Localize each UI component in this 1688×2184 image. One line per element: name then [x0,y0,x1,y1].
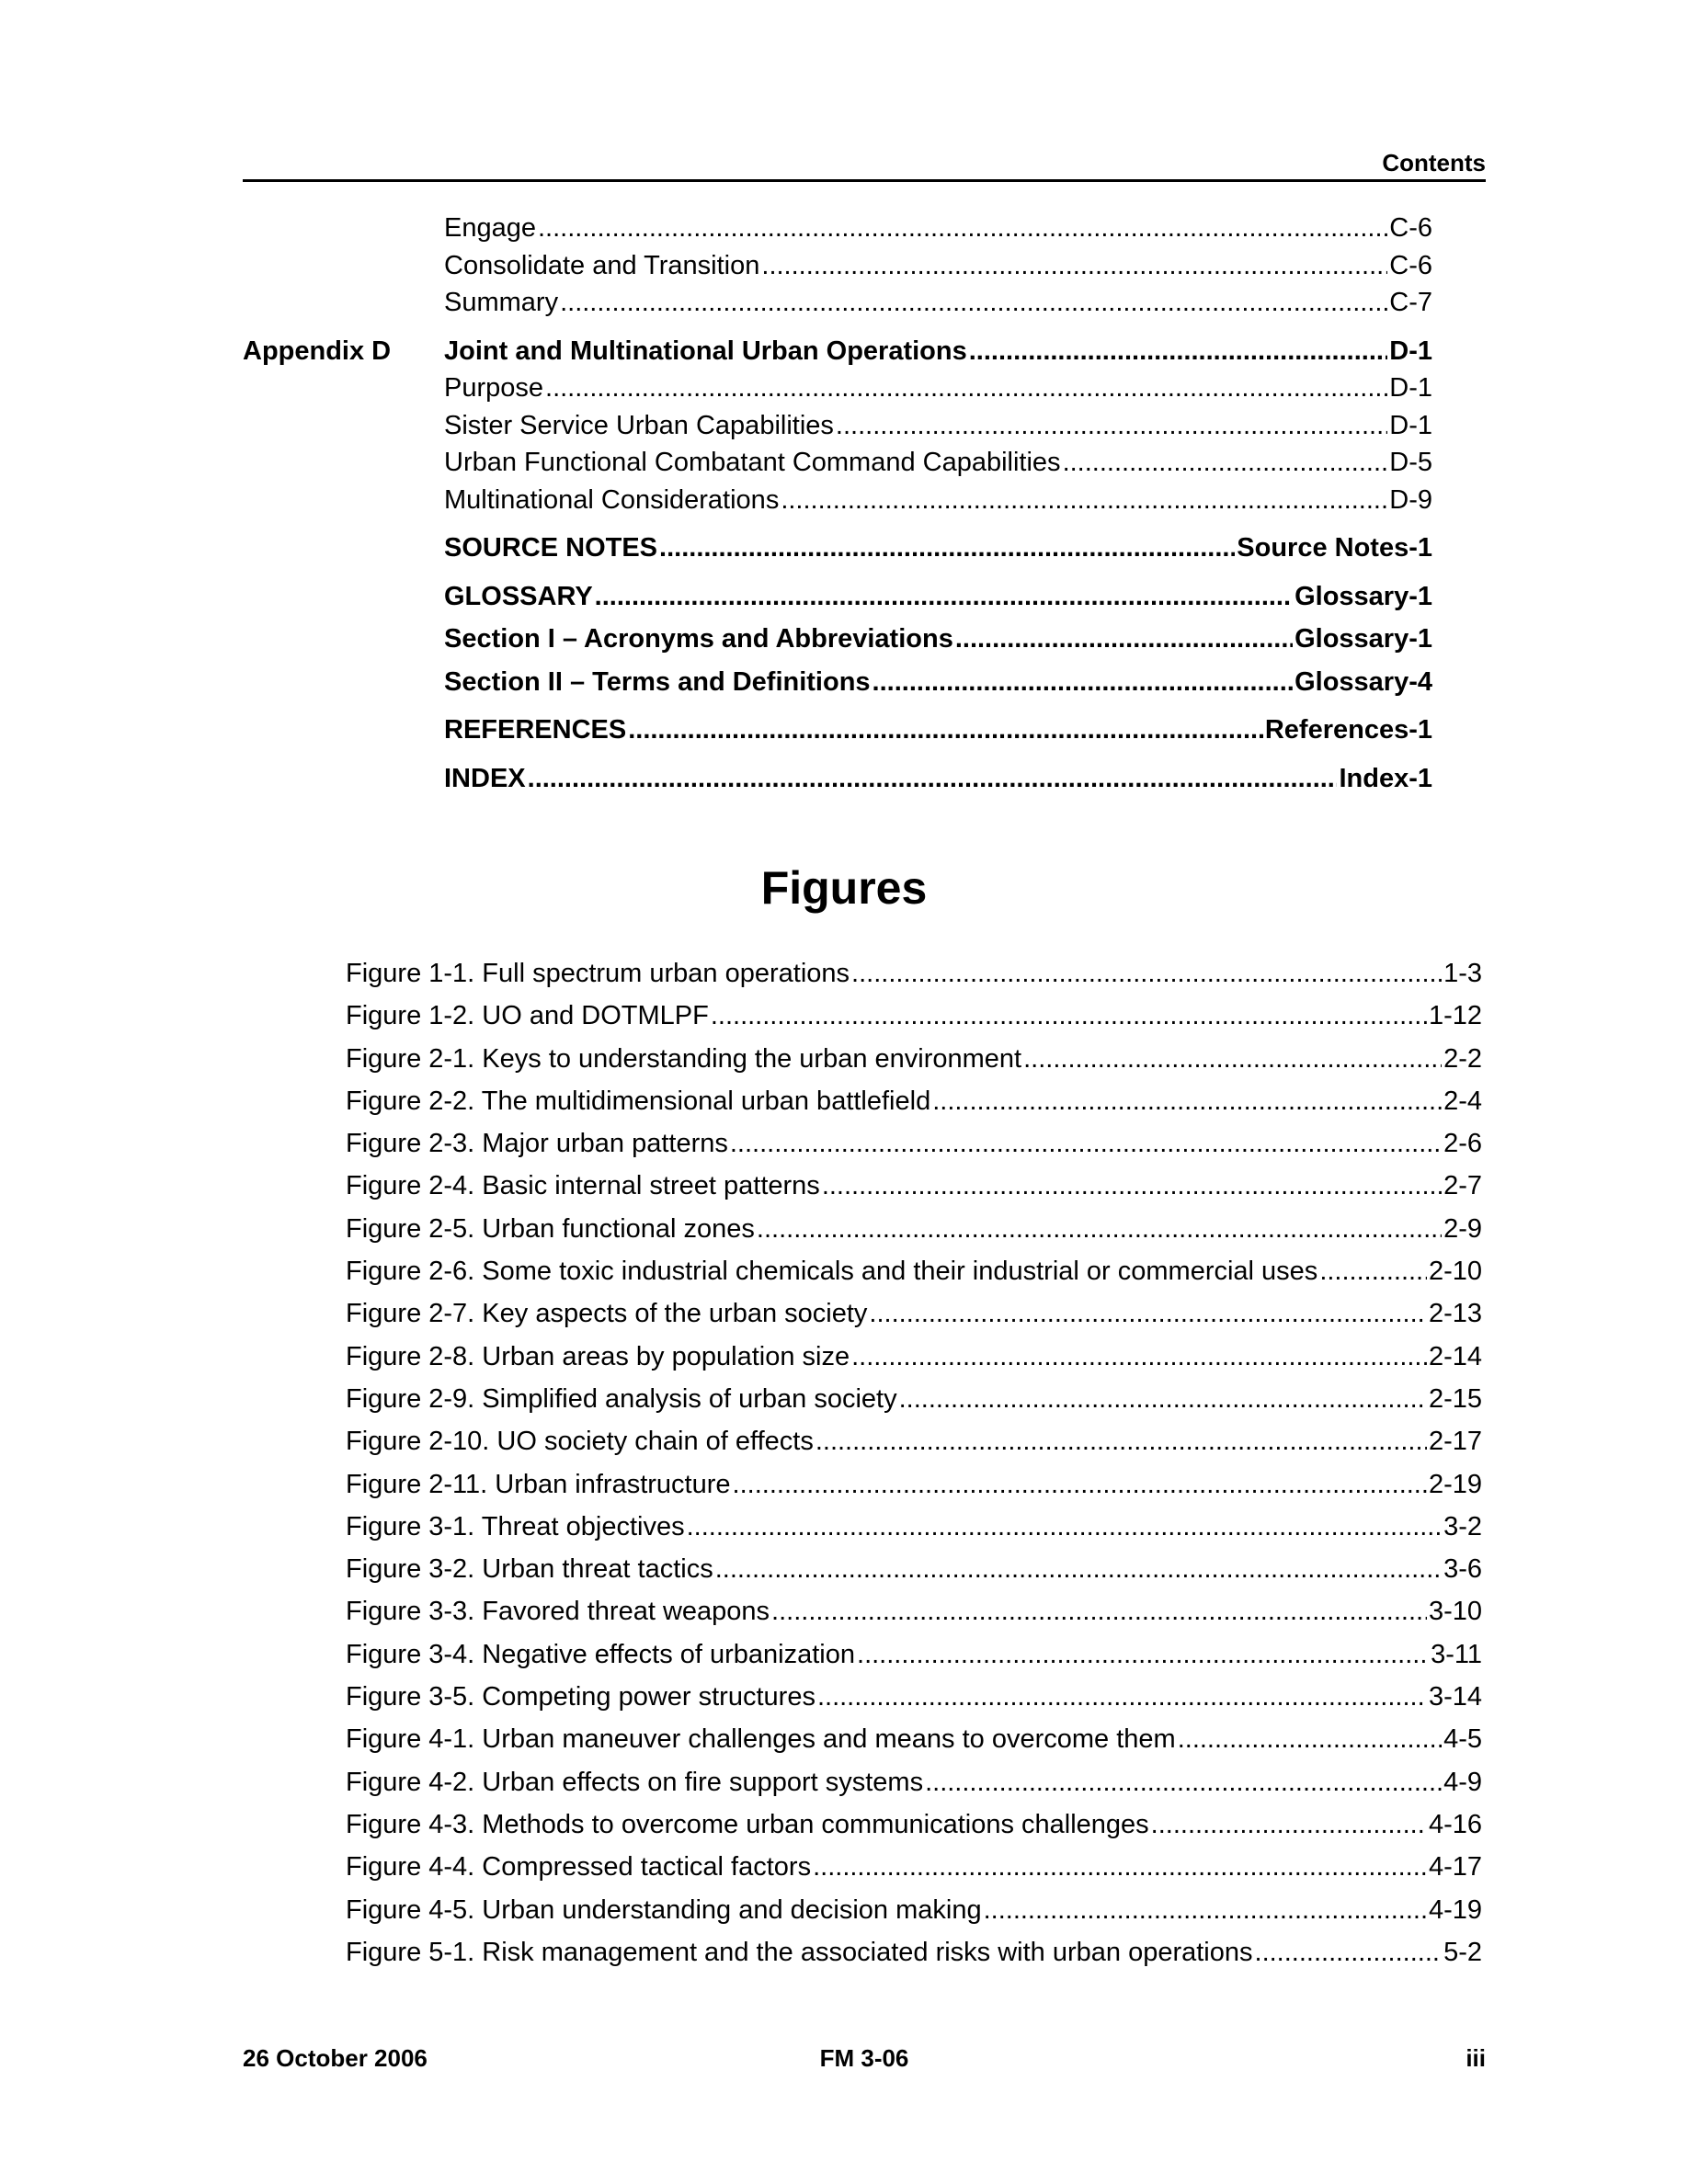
toc-entry-page: References-1 [1264,715,1432,745]
toc-entry-title: Multinational Considerations [444,484,780,515]
figure-entry[interactable] [346,1676,1482,1718]
dot-leader [659,529,1235,567]
figure-entry-page: 2-9 [1443,1213,1482,1244]
toc-entry-page: D-9 [1389,484,1432,515]
figure-entry[interactable] [346,1208,1482,1250]
dot-leader [822,1165,1442,1207]
figure-entry-title: Figure 1-2. UO and DOTMLPF [346,1001,709,1031]
toc-entry-page: C-6 [1389,213,1432,243]
dot-leader [969,333,1388,370]
dot-leader [711,995,1427,1037]
dot-leader [628,711,1263,749]
figure-entry-title: Figure 2-4. Basic internal street patterns [346,1171,820,1201]
appendix-label: Appendix D [243,336,392,366]
figure-entry-page: 3-2 [1443,1511,1482,1541]
figure-entry-title: Figure 3-2. Urban threat tactics [346,1554,713,1585]
figure-entry-page: 2-14 [1428,1341,1482,1371]
dot-leader [545,370,1387,407]
dot-leader [715,1548,1442,1590]
figure-entry-title: Figure 2-6. Some toxic industrial chemicals and their industrial or commercial uses [346,1257,1318,1287]
figure-entry-page: 2-6 [1443,1129,1482,1159]
toc-entry-title: Engage [444,213,536,243]
figure-entry[interactable] [346,1889,1482,1931]
toc-entry-index[interactable] [444,760,1432,798]
figure-entry[interactable] [346,1846,1482,1888]
figure-entry-page: 2-2 [1443,1043,1482,1074]
dot-leader [1178,1718,1442,1760]
figure-entry-title: Figure 2-1. Keys to understanding the urban environment [346,1043,1022,1074]
toc-entry-title: Section II – Terms and Definitions [444,666,871,697]
dot-leader [1063,444,1388,482]
figure-entry[interactable] [346,1548,1482,1590]
figure-entry-page: 4-16 [1428,1809,1482,1839]
figure-entry-page: 4-19 [1428,1894,1482,1925]
dot-leader [932,1080,1442,1122]
figures-list [346,952,1482,1974]
toc-entry-references[interactable] [444,711,1432,749]
figure-entry-page: 4-17 [1428,1852,1482,1883]
toc-entry-page: C-7 [1389,288,1432,317]
dot-leader [1255,1931,1443,1974]
toc-entry-page: Glossary-1 [1295,581,1432,611]
toc-entry-page: D-1 [1389,336,1432,366]
running-header: Contents [1382,149,1486,176]
toc-entry-appendix[interactable] [444,333,1432,370]
toc-entry-title: Consolidate and Transition [444,250,760,280]
dot-leader [1319,1250,1427,1292]
dot-leader [687,1506,1442,1548]
dot-leader [955,620,1293,658]
dot-leader [925,1761,1442,1803]
figure-entry[interactable] [346,1931,1482,1974]
toc-entry[interactable] [444,247,1432,285]
figure-entry-title: Figure 4-3. Methods to overcome urban communications challenges [346,1809,1149,1839]
dot-leader [869,1292,1427,1335]
dot-leader [761,247,1387,285]
toc-entry-title: Sister Service Urban Capabilities [444,410,834,440]
toc-entry-title: INDEX [444,763,526,793]
dot-leader [771,1590,1427,1632]
figure-entry-title: Figure 2-9. Simplified analysis of urban society [346,1383,897,1414]
figure-entry-title: Figure 2-5. Urban functional zones [346,1213,755,1244]
figure-entry-title: Figure 3-4. Negative effects of urbanization [346,1639,856,1669]
dot-leader [1023,1038,1442,1080]
figure-entry-title: Figure 2-10. UO society chain of effects [346,1427,814,1457]
toc-entry-title: SOURCE NOTES [444,533,658,563]
contents-list [243,210,1432,797]
toc-entry-page: Glossary-4 [1295,666,1432,697]
toc-entry-page: D-5 [1389,448,1432,477]
toc-entry-title: GLOSSARY [444,581,593,611]
toc-entry-page: D-1 [1389,410,1432,440]
figure-entry[interactable] [346,995,1482,1037]
toc-entry-title: Summary [444,288,559,317]
figure-entry-title: Figure 4-2. Urban effects on fire support systems [346,1767,924,1797]
footer-page-number: iii [1466,2044,1486,2072]
dot-leader [813,1846,1427,1888]
figure-entry-title: Figure 4-4. Compressed tactical factors [346,1852,812,1883]
figure-entry-page: 2-19 [1428,1469,1482,1499]
figure-entry-title: Figure 5-1. Risk management and the associated risks with urban operations [346,1937,1253,1967]
figure-entry[interactable] [346,1292,1482,1335]
figure-entry-page: 1-3 [1443,959,1482,988]
figure-entry-page: 2-13 [1428,1299,1482,1329]
figure-entry[interactable] [346,952,1482,995]
figure-entry[interactable] [346,1803,1482,1846]
figure-entry-title: Figure 2-7. Key aspects of the urban society [346,1299,868,1329]
figure-entry-title: Figure 3-1. Threat objectives [346,1511,685,1541]
figure-entry-title: Figure 3-5. Competing power structures [346,1682,815,1712]
figure-entry-page: 3-14 [1428,1682,1482,1712]
toc-entry-source-notes[interactable] [444,529,1432,567]
figure-entry-page: 3-6 [1443,1554,1482,1585]
dot-leader [730,1122,1442,1165]
toc-entry-page: C-6 [1389,250,1432,280]
toc-entry-title: Urban Functional Combatant Command Capabilities [444,448,1061,477]
dot-leader [815,1420,1427,1462]
dot-leader [817,1676,1427,1718]
figure-entry-page: 2-4 [1443,1086,1482,1116]
figure-entry-title: Figure 2-8. Urban areas by population size [346,1341,850,1371]
figure-entry-title: Figure 2-2. The multidimensional urban battlefield [346,1086,931,1116]
dot-leader [857,1633,1429,1676]
figures-heading: Figures [760,862,928,914]
page-footer [243,2042,1486,2074]
toc-entry[interactable] [444,444,1432,482]
figure-entry-title: Figure 4-5. Urban understanding and decision making [346,1894,982,1925]
figure-entry-page: 3-11 [1431,1639,1482,1669]
toc-entry-title: Joint and Multinational Urban Operations [444,336,967,366]
toc-entry-glossary-section-1[interactable] [444,620,1432,658]
dot-leader [560,284,1387,322]
figure-entry-page: 4-5 [1443,1724,1482,1755]
figure-entry-title: Figure 4-1. Urban maneuver challenges and means to overcome them [346,1724,1176,1755]
dot-leader [538,210,1387,247]
figure-entry[interactable] [346,1336,1482,1378]
dot-leader [899,1378,1427,1420]
toc-entry-glossary-section-2[interactable] [444,664,1432,701]
dot-leader [851,952,1442,995]
toc-entry[interactable] [444,370,1432,407]
figure-entry[interactable] [346,1378,1482,1420]
appendix-d-heading [243,333,1432,370]
dot-leader [781,482,1387,519]
figure-entry-page: 1-12 [1428,1001,1482,1031]
figure-entry[interactable] [346,1038,1482,1080]
toc-entry-glossary[interactable] [444,578,1432,616]
figure-entry[interactable] [346,1080,1482,1122]
toc-entry[interactable] [444,482,1432,519]
figure-entry[interactable] [346,1463,1482,1506]
figure-entry[interactable] [346,1718,1482,1760]
dot-leader [1151,1803,1427,1846]
figure-entry-title: Figure 3-3. Favored threat weapons [346,1597,770,1627]
footer-doc-id: FM 3-06 [819,2044,909,2072]
dot-leader [873,664,1294,701]
figure-entry-page: 4-9 [1443,1767,1482,1797]
toc-entry[interactable] [444,284,1432,322]
toc-entry-page: Source Notes-1 [1237,533,1432,563]
dot-leader [836,407,1387,445]
toc-entry-title: Section I – Acronyms and Abbreviations [444,624,953,654]
toc-entry-title: REFERENCES [444,715,627,745]
toc-entry-page: Glossary-1 [1295,624,1432,654]
figure-entry-page: 2-7 [1443,1171,1482,1201]
figure-entry-title: Figure 2-11. Urban infrastructure [346,1469,731,1499]
dot-leader [757,1208,1442,1250]
toc-entry-title: Purpose [444,373,544,403]
header-rule [243,179,1486,182]
figure-entry-page: 5-2 [1443,1937,1482,1967]
figure-entry[interactable] [346,1420,1482,1462]
figure-entry[interactable] [346,1506,1482,1548]
dot-leader [595,578,1293,616]
dot-leader [851,1336,1427,1378]
figure-entry[interactable] [346,1165,1482,1207]
figure-entry[interactable] [346,1590,1482,1632]
toc-entry[interactable] [444,210,1432,247]
figure-entry[interactable] [346,1122,1482,1165]
figure-entry-title: Figure 2-3. Major urban patterns [346,1129,728,1159]
figure-entry-page: 2-17 [1428,1427,1482,1457]
figure-entry[interactable] [346,1633,1482,1676]
toc-entry[interactable] [444,407,1432,445]
figure-entry-page: 3-10 [1428,1597,1482,1627]
footer-date: 26 October 2006 [243,2044,428,2072]
toc-entry-page: Index-1 [1339,763,1432,793]
toc-entry-page: D-1 [1389,373,1432,403]
figure-entry-title: Figure 1-1. Full spectrum urban operations [346,959,850,988]
dot-leader [733,1463,1427,1506]
figure-entry-page: 2-15 [1428,1383,1482,1414]
figure-entry[interactable] [346,1761,1482,1803]
dot-leader [984,1889,1427,1931]
dot-leader [528,760,1338,798]
figure-entry-page: 2-10 [1428,1257,1482,1287]
figure-entry[interactable] [346,1250,1482,1292]
